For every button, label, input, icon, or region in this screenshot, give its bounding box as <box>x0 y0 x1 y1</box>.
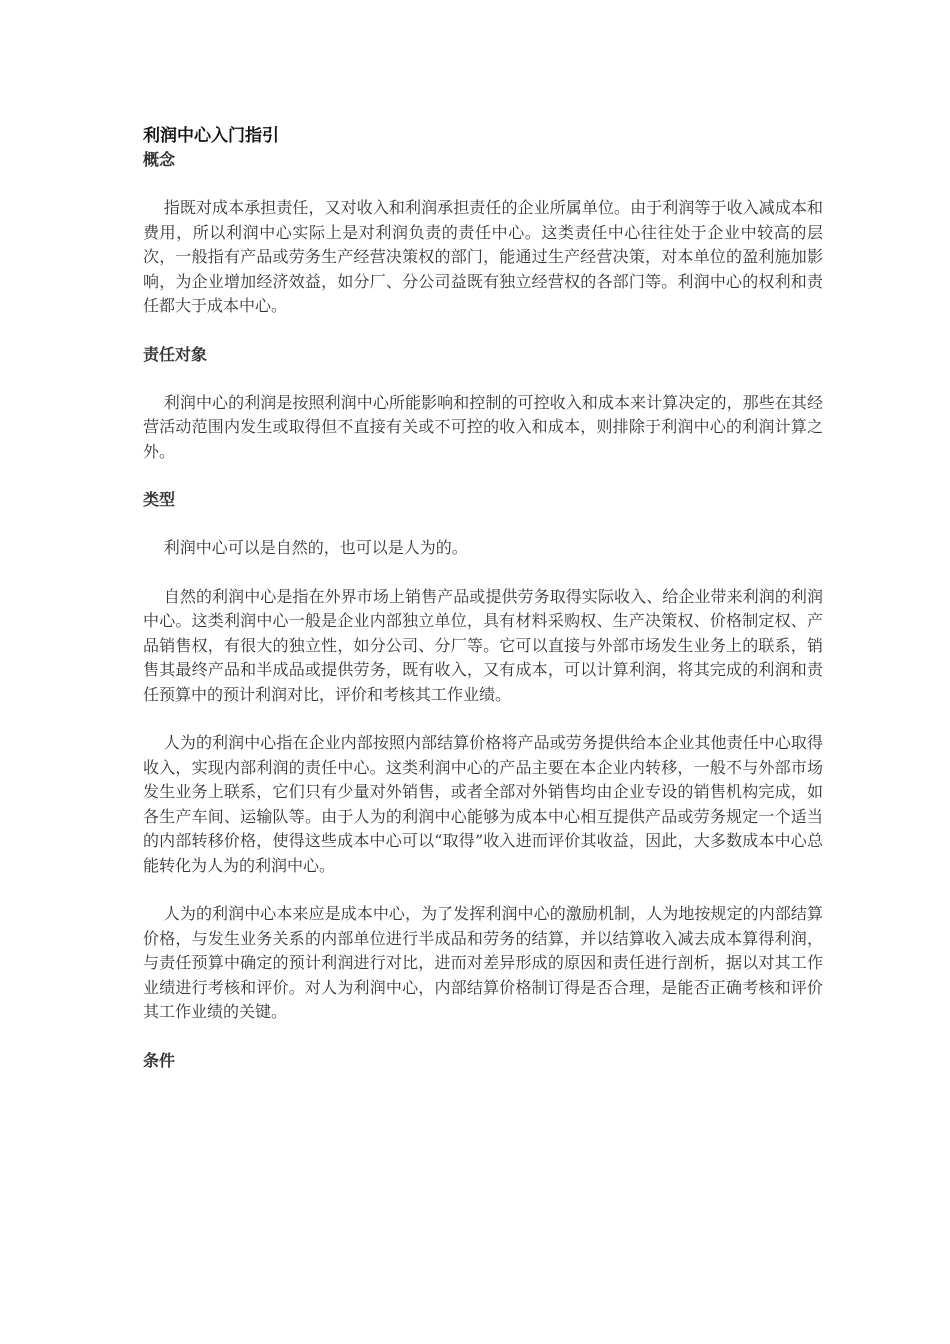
spacer <box>143 319 823 343</box>
section-heading-types: 类型 <box>143 490 176 509</box>
paragraph: 人为的利润中心指在企业内部按照内部结算价格将产品或劳务提供给本企业其他责任中心取得收入，实现内部利润的责任中心。这类利润中心的产品主要在本企业内转移，一般不与外部市场发生业务上联系，它们只有少量对外销售，或者全部对外销售均由企业专设的销售机构完成，如各生产车间、运输队等。由于人为的利润中心能够为成本中心相互提供产品或劳务规定一个适当的内部转移价格，使得这些成本中心可以“取得”收入进而评价其收益，因此，大多数成本中心总能转化为人为的利润中心。 <box>143 733 823 875</box>
paragraph: 指既对成本承担责任，又对收入和利润承担责任的企业所属单位。由于利润等于收入减成本和费用，所以利润中心实际上是对利润负责的责任中心。这类责任中心往往处于企业中较高的层次，一般指有产品或劳务生产经营决策权的部门，能通过生产经营决策，对本单位的盈利施加影响，为企业增加经济效益，如分厂、分公司益既有独立经营权的各部门等。利润中心的权利和责任都大于成本中心。 <box>143 198 823 315</box>
document-title: 利润中心入门指引 <box>143 126 279 146</box>
spacer <box>143 464 823 488</box>
spacer <box>143 878 823 902</box>
paragraph: 利润中心可以是自然的，也可以是人为的。 <box>163 538 468 557</box>
spacer <box>143 707 823 731</box>
paragraph: 人为的利润中心本来应是成本中心，为了发挥利润中心的激励机制，人为地按规定的内部结算价格，与发生业务关系的内部单位进行半成品和劳务的结算，并以结算收入减去成本算得利润，与责任预算中确定的预计利润进行对比，进而对差异形成的原因和责任进行剖析，据以对其工作业绩进行考核和评价。对人为利润中心，内部结算价格制订得是否合理，是能否正确考核和评价其工作业绩的关键。 <box>143 904 823 1021</box>
section-heading-concept: 概念 <box>143 150 176 169</box>
spacer <box>143 512 823 536</box>
paragraph: 利润中心的利润是按照利润中心所能影响和控制的可控收入和成本来计算决定的，那些在其经营活动范围内发生或取得但不直接有关或不可控的收入和成本，则排除于利润中心的利润计算之外。 <box>143 392 823 461</box>
spacer <box>143 561 823 585</box>
spacer <box>143 367 823 391</box>
section-heading-responsibility: 责任对象 <box>143 344 208 364</box>
spacer <box>143 1025 823 1049</box>
document-page <box>143 124 823 1073</box>
paragraph: 自然的利润中心是指在外界市场上销售产品或提供劳务取得实际收入、给企业带来利润的利润中心。这类利润中心一般是企业内部独立单位，具有材料采购权、生产决策权、价格制定权、产品销售权，有很大的独立性，如分公司、分厂等。它可以直接与外部市场发生业务上的联系，销售其最终产品和半成品或提供劳务，既有收入，又有成本，可以计算利润，将其完成的利润和责任预算中的预计利润对比，评价和考核其工作业绩。 <box>143 586 823 704</box>
section-heading-conditions: 条件 <box>143 1050 176 1070</box>
spacer <box>143 172 823 196</box>
